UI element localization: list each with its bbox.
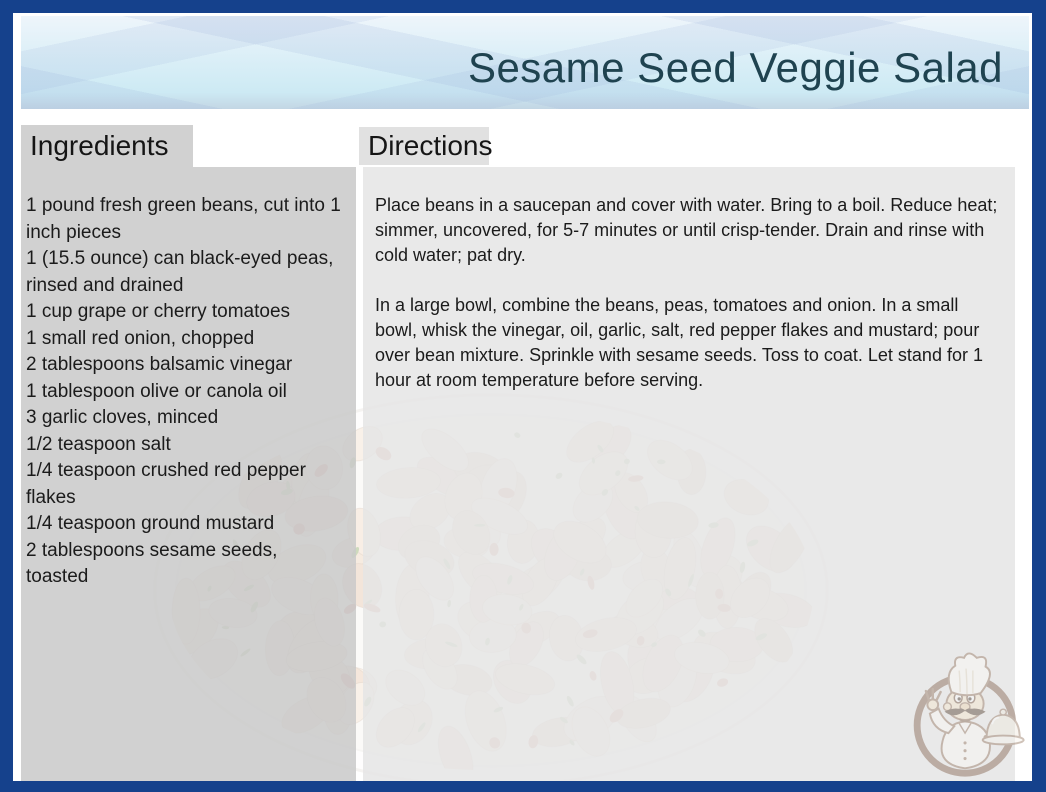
- directions-paragraph: In a large bowl, combine the beans, peas, tomatoes and onion. In a small bowl, whisk the vinegar, oil, garlic, salt, red pepper flakes and mustard; pour over bean mixture. Sprinkle with sesame seeds. Toss to coat. Let stand for 1 hour at room temperature before serving.: [375, 295, 983, 390]
- header-banner: [21, 16, 1029, 109]
- ingredient-item: 1 small red onion, chopped: [26, 327, 255, 349]
- ingredients-panel: [21, 167, 356, 781]
- ingredient-item: 1/4 teaspoon ground mustard: [26, 513, 275, 534]
- chef-logo-icon: [901, 651, 1032, 781]
- ingredient-item: 3 garlic cloves, minced: [26, 407, 219, 428]
- ingredients-heading: [21, 125, 193, 167]
- ingredient-item: 1/2 teaspoon salt: [26, 433, 171, 455]
- ingredients-list: [26, 193, 342, 591]
- ingredient-item: 1 cup grape or cherry tomatoes: [26, 301, 291, 322]
- directions-heading: [359, 127, 493, 165]
- directions-paragraph: Place beans in a saucepan and cover with water. Bring to a boil. Reduce heat; simmer, uncovered, for 5-7 minutes or until crisp-tender. Drain and rinse with cold water; pat dry.: [375, 195, 998, 265]
- page-title: Sesame Seed Veggie Salad: [467, 44, 1003, 91]
- directions-heading-label: Directions: [368, 130, 493, 161]
- recipe-page: [13, 13, 1032, 781]
- ingredients-heading-label: Ingredients: [30, 130, 169, 161]
- ingredient-item: 2 tablespoons sesame seeds, toasted: [26, 539, 278, 587]
- ingredient-item: 1 pound fresh green beans, cut into 1 inch pieces: [26, 195, 341, 243]
- ingredient-item: 1/4 teaspoon crushed red pepper flakes: [26, 460, 306, 508]
- directions-paragraphs: [375, 193, 1001, 393]
- ingredient-item: 1 tablespoon olive or canola oil: [26, 380, 287, 402]
- ingredient-item: 2 tablespoons balsamic vinegar: [26, 354, 293, 375]
- ingredient-item: 1 (15.5 ounce) can black-eyed peas, rinsed and drained: [26, 248, 334, 296]
